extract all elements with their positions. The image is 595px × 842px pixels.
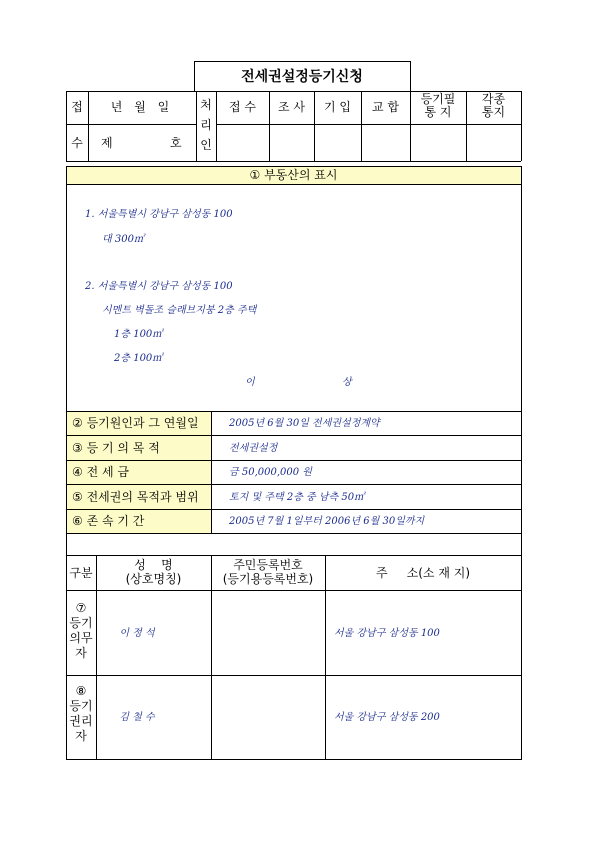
parties-col-address: 주 소(소 재 지) [375,566,471,580]
col-giip: 기 입 [324,100,351,114]
property-line-1: 1. 서울특별시 강남구 삼성동 100 [85,209,233,220]
property-line-6: 2층 100㎡ [114,353,163,364]
reception-number-je: 제 [101,136,113,150]
col-gyohap: 교 합 [372,100,399,114]
parties-col-gubun: 구분 [69,566,93,580]
end-mark-i: 이 [245,377,255,388]
property-line-5: 1층 100㎡ [114,329,163,340]
reception-date-label: 년 월 일 [110,100,174,114]
end-mark-sang: 상 [342,377,352,388]
party-name-obligee: 김 철 수 [119,712,155,723]
processor-label-3: 인 [200,138,212,152]
processor-label-1: 처 [200,98,212,112]
processor-label-2: 리 [200,118,212,132]
party-address-obligor: 서울 강남구 삼성동 100 [334,628,440,639]
section1-header: ① 부동산의 표시 [249,168,338,182]
detail-value-cause: 2005년 6월 30일 전세권설정계약 [229,418,380,429]
form-title: 전세권설정등기신청 [241,69,363,85]
detail-label-duration: ⑥ 존 속 기 간 [72,514,145,528]
detail-label-purpose: ③ 등 기 의 목 적 [72,441,160,455]
reception-label-jeop: 접 [71,100,83,114]
col-jeopsu: 접 수 [229,100,256,114]
party-role-obligee: ⑧ 등기 권리 자 [69,684,93,743]
detail-value-purpose: 전세권설정 [229,443,278,454]
col-josa: 조 사 [278,100,305,114]
col-gakjong: 각종 통지 [481,92,506,119]
party-name-obligor: 이 정 석 [119,628,155,639]
detail-label-cause: ② 등기원인과 그 연월일 [72,416,199,430]
reception-number-ho: 호 [170,136,182,150]
parties-col-regno: 주민등록번호 (등기용등록번호) [222,558,314,586]
property-line-4: 시멘트 벽돌조 슬래브지붕 2층 주택 [102,305,257,316]
detail-label-scope: ⑤ 전세권의 목적과 범위 [72,490,199,504]
property-line-3: 2. 서울특별시 강남구 삼성동 100 [85,281,233,292]
detail-value-scope: 토지 및 주택 2층 중 남측 50㎡ [229,492,365,503]
property-line-2: 대 300㎡ [102,234,144,245]
reception-label-su: 수 [71,136,83,150]
party-role-obligor: ⑦ 등기 의무 자 [69,601,93,660]
parties-col-name: 성 명 (상호명칭) [125,558,182,586]
detail-value-deposit: 금 50,000,000 원 [229,467,312,478]
col-deunggipil: 등기필 통 지 [420,92,456,119]
detail-value-duration: 2005년 7월 1일부터 2006년 6월 30일까지 [229,516,425,527]
party-address-obligee: 서울 강남구 삼성동 200 [334,712,440,723]
detail-label-deposit: ④ 전 세 금 [72,465,129,479]
